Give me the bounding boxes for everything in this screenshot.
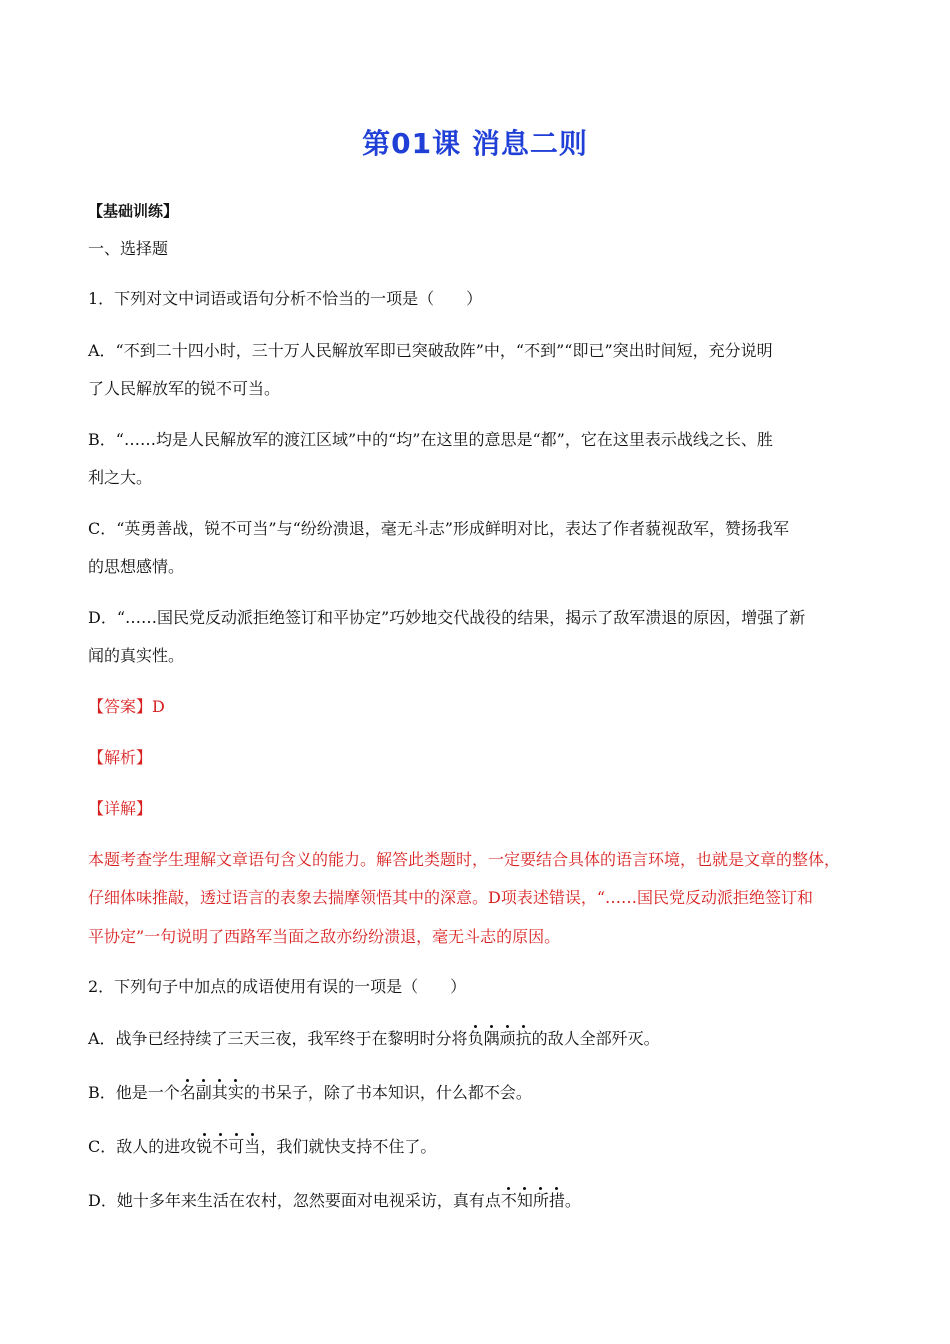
emphasis-dot-char: 抗 [515, 1029, 532, 1048]
q1-detail-line2: 仔细体味推敲，透过语言的表象去揣摩领悟其中的深意。D项表述错误，“……国民党反动派拒绝签订和 [88, 888, 814, 907]
q1-option-a-line1: A．“不到二十四小时，三十万人民解放军即已突破敌阵”中，“不到”“即已”突出时间短，充分说明 [88, 341, 773, 360]
part-heading: 一、选择题 [88, 239, 169, 258]
emphasis-dot-char: 不 [500, 1191, 517, 1210]
emphasis-dot-char: 实 [227, 1083, 244, 1102]
q1-analysis-label: 【解析】 [88, 748, 153, 767]
emphasis-dot-char: 隅 [483, 1029, 500, 1048]
q1-option-d-line1: D．“……国民党反动派拒绝签订和平协定”巧妙地交代战役的结果，揭示了敌军溃退的原因，增强了新 [88, 608, 806, 627]
emphasis-dot-char: 所 [532, 1191, 549, 1210]
q2-option-a [88, 1028, 660, 1050]
q2-option-d [88, 1190, 581, 1212]
q2-option-a-idiom [468, 1029, 532, 1048]
q2-option-d-text: D．她十多年来生活在农村，忽然要面对电视采访，真有点 [88, 1191, 501, 1210]
emphasis-dot-char: 知 [516, 1191, 533, 1210]
q1-option-c-line1: C．“英勇善战，锐不可当”与“纷纷溃退，毫无斗志”形成鲜明对比，表达了作者藐视敌军，赞扬我军 [88, 519, 789, 538]
emphasis-dot-char: 顽 [499, 1029, 516, 1048]
q1-option-c-line2: 的思想感情。 [88, 557, 185, 576]
q2-option-c-text: C．敌人的进攻 [88, 1137, 197, 1156]
q2-option-c-idiom [196, 1137, 260, 1156]
emphasis-dot-char: 可 [228, 1137, 245, 1156]
q1-detail-line3: 平协定”一句说明了西路军当面之敌亦纷纷溃退，毫无斗志的原因。 [88, 927, 561, 946]
question-2-stem: 2．下列句子中加点的成语使用有误的一项是（ ） [88, 977, 467, 996]
q2-option-a-text: A．战争已经持续了三天三夜，我军终于在黎明时分将 [88, 1029, 468, 1048]
q2-option-b-idiom [180, 1083, 244, 1102]
emphasis-dot-char: 措 [548, 1191, 565, 1210]
q1-detail-label: 【详解】 [88, 799, 153, 818]
q2-option-c-text-end: ，我们就快支持不住了。 [260, 1137, 437, 1156]
page-title: 第01课 消息二则 [362, 127, 588, 160]
q1-answer: 【答案】D [88, 697, 165, 716]
q1-detail-line1: 本题考查学生理解文章语句含义的能力。解答此类题时，一定要结合具体的语言环境，也就是文章的整体， [88, 850, 841, 869]
q1-option-d-line2: 闻的真实性。 [88, 646, 185, 665]
q1-option-b-line2: 利之大。 [88, 468, 153, 487]
emphasis-dot-char: 名 [179, 1083, 196, 1102]
q2-option-b [88, 1082, 532, 1104]
emphasis-dot-char: 其 [211, 1083, 228, 1102]
q2-option-b-text: B．他是一个 [88, 1083, 180, 1102]
q2-option-d-text-end: 。 [564, 1191, 581, 1210]
emphasis-dot-char: 负 [467, 1029, 484, 1048]
emphasis-dot-char: 当 [244, 1137, 261, 1156]
question-1-stem: 1．下列对文中词语或语句分析不恰当的一项是（ ） [88, 289, 483, 308]
emphasis-dot-char: 副 [195, 1083, 212, 1102]
q1-option-b-line1: B．“……均是人民解放军的渡江区域”中的“均”在这里的意思是“都”，它在这里表示战线之长、胜 [88, 430, 773, 449]
q2-option-d-idiom [501, 1191, 565, 1210]
q2-option-a-text-end: 的敌人全部歼灭。 [531, 1029, 660, 1048]
q1-option-a-line2: 了人民解放军的锐不可当。 [88, 379, 281, 398]
q2-option-c [88, 1136, 436, 1158]
q2-option-b-text-end: 的书呆子，除了书本知识，什么都不会。 [243, 1083, 532, 1102]
section-label: 【基础训练】 [88, 202, 179, 220]
emphasis-dot-char: 锐 [196, 1137, 213, 1156]
emphasis-dot-char: 不 [212, 1137, 229, 1156]
